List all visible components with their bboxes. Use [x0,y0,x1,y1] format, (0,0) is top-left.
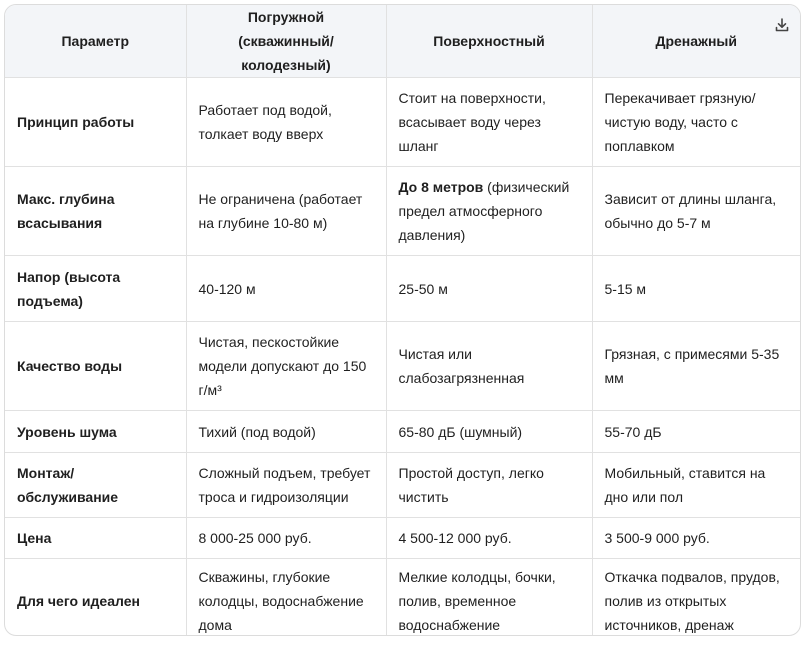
cell-drainage: Грязная, с примесями 5-35 мм [592,322,800,411]
cell-submersible: Скважины, глубокие колодцы, водоснабжение дома [186,559,386,637]
row-param: Цена [5,518,186,559]
cell-submersible: Не ограничена (работает на глубине 10-80 м) [186,167,386,256]
table-row [5,453,800,518]
cell-surface-highlight: До 8 метров [398,179,484,195]
table-row [5,518,800,559]
cell-surface [386,167,592,256]
table-row [5,559,800,637]
cell-surface: 65-80 дБ (шумный) [386,411,592,453]
row-param: Напор (высота подъема) [5,256,186,322]
cell-drainage: 5-15 м [592,256,800,322]
cell-drainage: Перекачивает грязную/ чистую воду, часто с поплавком [592,78,800,167]
cell-submersible: 8 000-25 000 руб. [186,518,386,559]
cell-submersible: 40-120 м [186,256,386,322]
row-param: Качество воды [5,322,186,411]
table-row [5,256,800,322]
row-param: Принцип работы [5,78,186,167]
pump-comparison-table [5,5,800,636]
table-header-row [5,5,800,78]
cell-drainage: Откачка подвалов, прудов, полив из открытых источников, дренаж [604,568,780,633]
cell-submersible: Работает под водой, толкает воду вверх [186,78,386,167]
cell-submersible: Чистая, пескостойкие модели допускают до 150 г/м³ [186,322,386,411]
cell-submersible: Сложный подъем, требует троса и гидроизоляции [186,453,386,518]
table-row [5,411,800,453]
cell-surface: Простой доступ, легко чистить [386,453,592,518]
cell-drainage: 3 500-9 000 руб. [592,518,800,559]
row-param: Макс. глубина всасывания [5,167,186,256]
header-surface: Поверхностный [386,5,592,78]
cell-surface: Чистая или слабозагрязненная [386,322,592,411]
cell-surface: 25-50 м [386,256,592,322]
table-row [5,322,800,411]
cell-surface-rest: (физический предел атмосферного давления) [398,179,570,243]
row-param: Уровень шума [5,411,186,453]
header-submersible: Погружной (скважинный/ колодезный) [186,5,386,78]
cell-surface: Мелкие колодцы, бочки, полив, временное водоснабжение [386,559,592,637]
table-row [5,78,800,167]
header-param: Параметр [5,5,186,78]
cell-submersible: Тихий (под водой) [186,411,386,453]
row-param: Для чего идеален [5,559,186,637]
table-row [5,167,800,256]
download-icon[interactable] [774,17,790,33]
cell-surface: Стоит на поверхности, всасывает воду через шланг [386,78,592,167]
cell-surface: 4 500-12 000 руб. [386,518,592,559]
row-param: Монтаж/обслуживание [5,453,186,518]
header-drainage: Дренажный [592,5,800,78]
cell-drainage: Зависит от длины шланга, обычно до 5-7 м [592,167,800,256]
cell-drainage: Мобильный, ставится на дно или пол [592,453,800,518]
comparison-table-container [4,4,801,636]
cell-drainage: 55-70 дБ [592,411,800,453]
